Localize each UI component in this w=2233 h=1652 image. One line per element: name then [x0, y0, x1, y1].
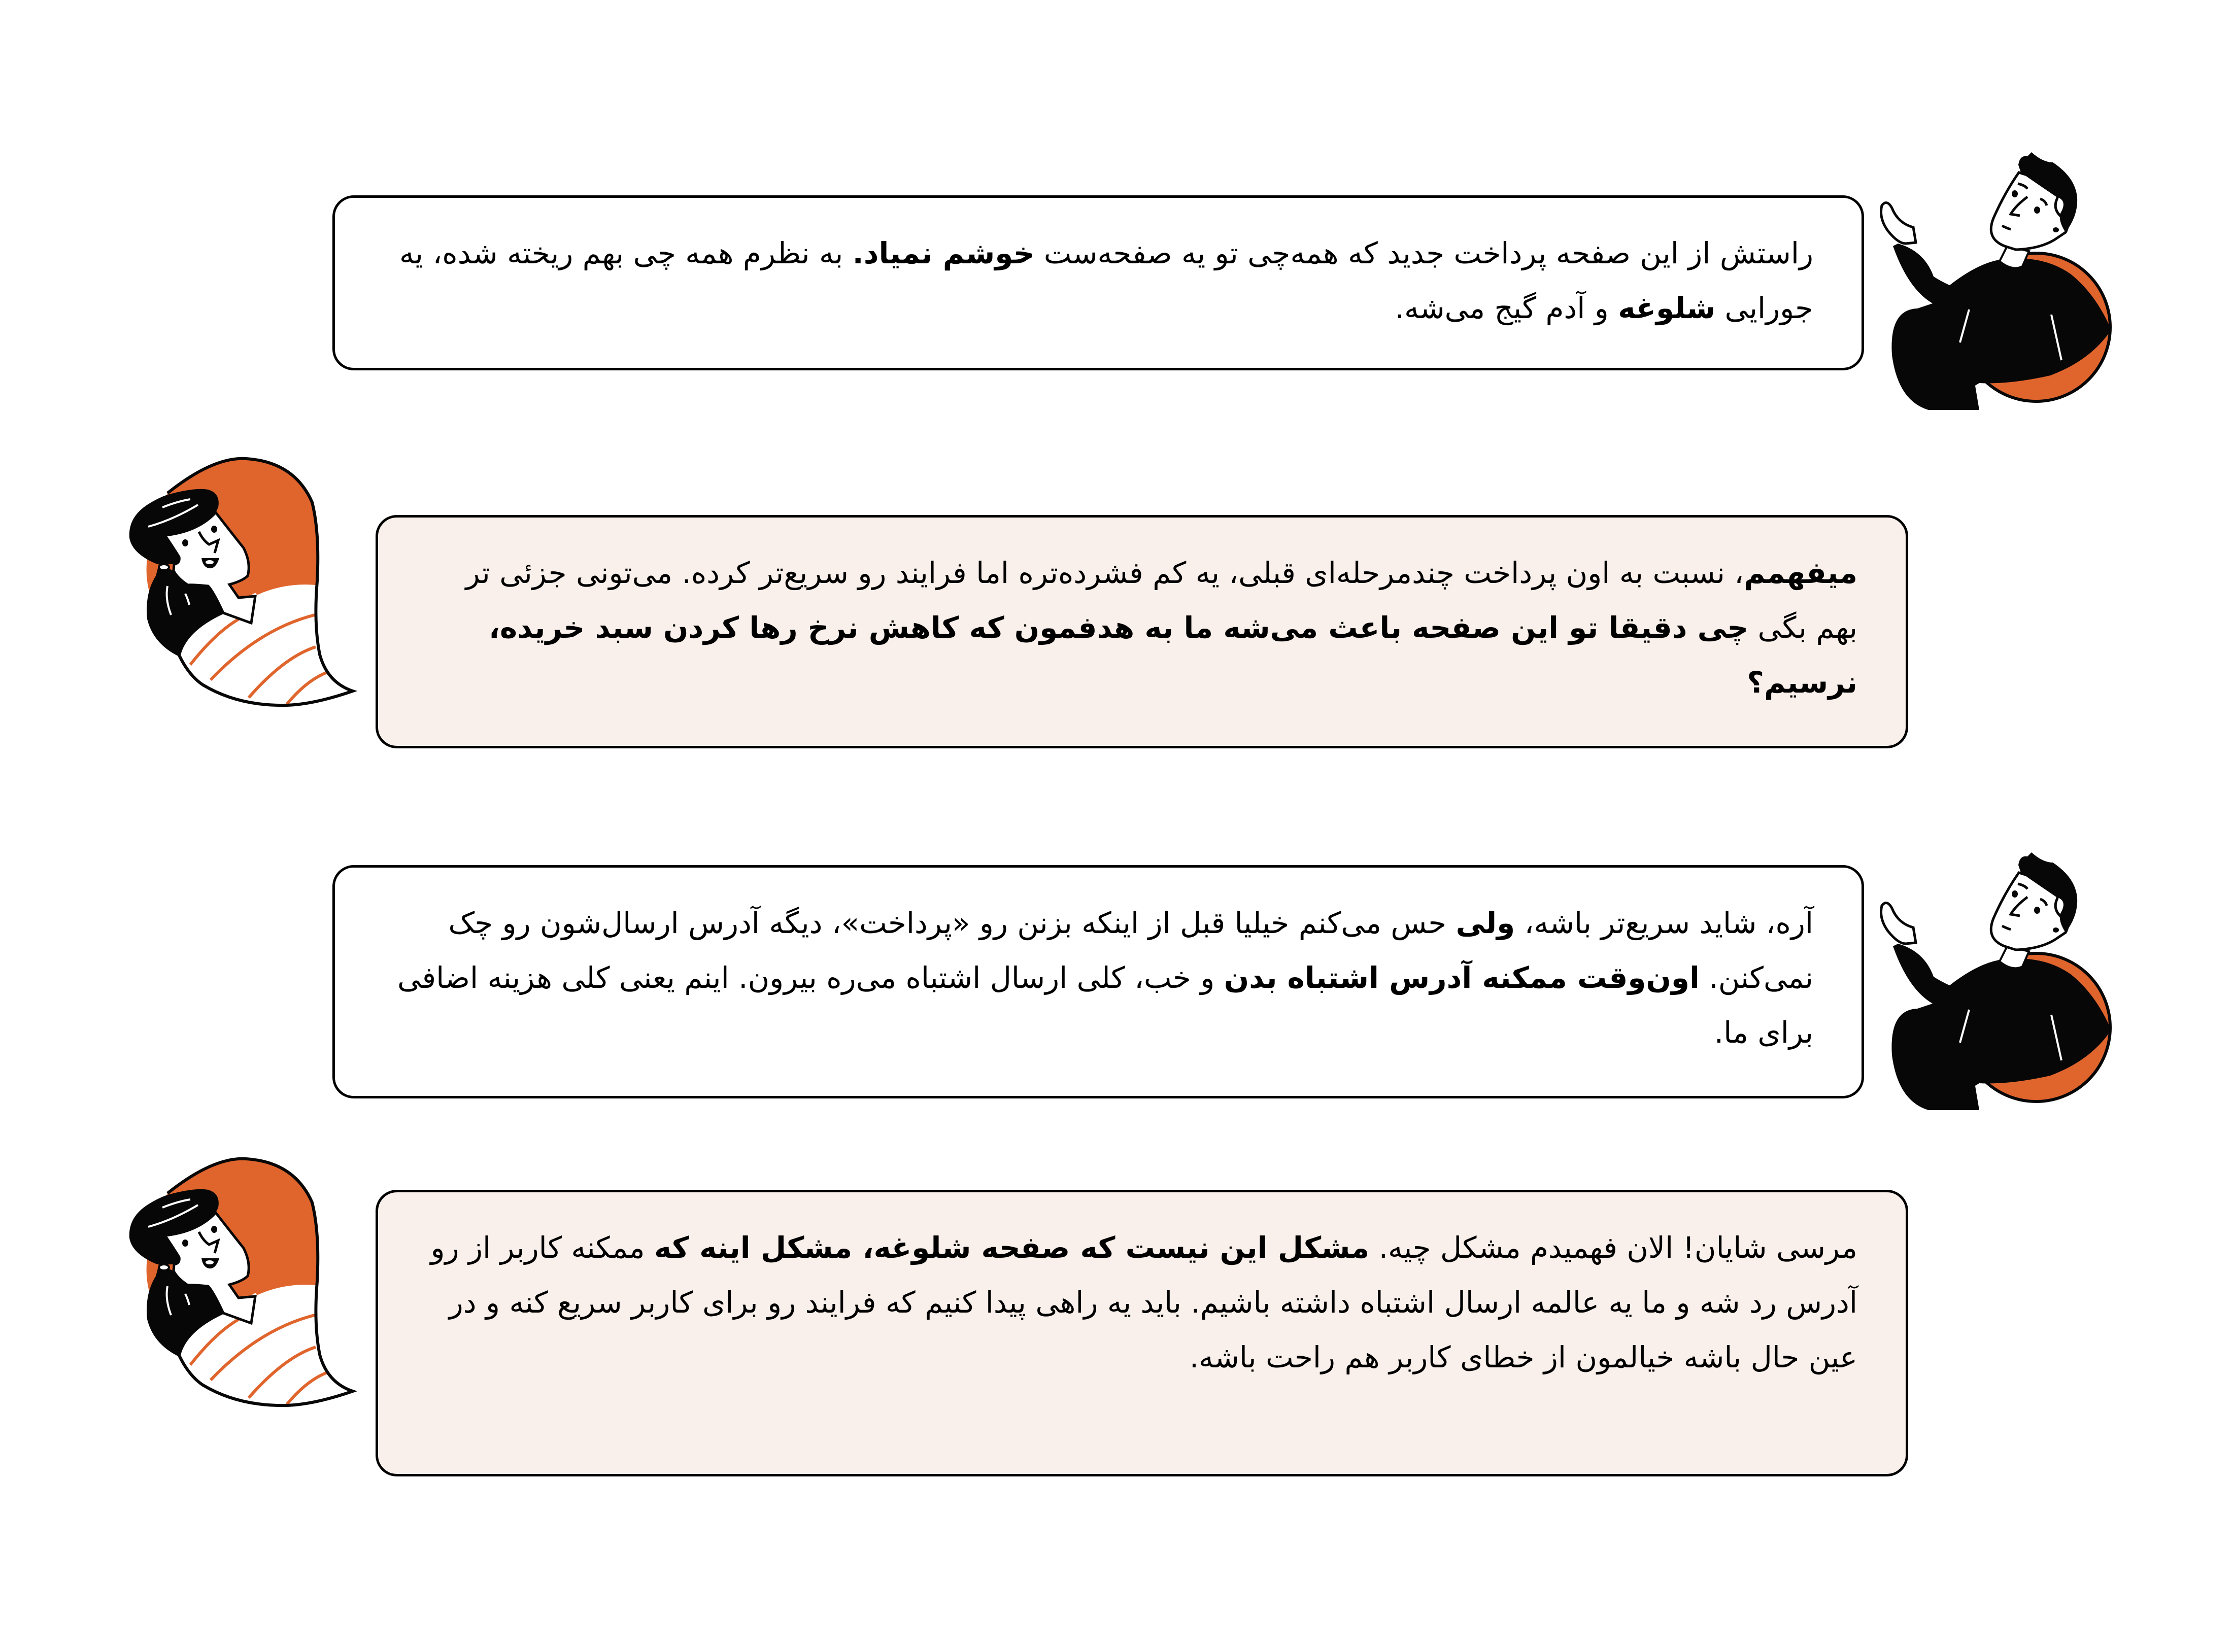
- message-emphasis: اون‌وقت ممکنه آدرس اشتباه بدن: [1224, 960, 1700, 995]
- woman-smiling-avatar-icon: [112, 457, 376, 802]
- woman-smiling-avatar-icon: [112, 1157, 376, 1502]
- message-text: ، نسبت به اون پرداخت چندمرحله‌ای قبلی، یه کم فشرده‌تره اما فرایند رو سریع‌تر کرده. می‌تونی جزئی تر بهم بگی: [465, 556, 1857, 645]
- message-emphasis: چی دقیقا تو این صفحه باعث می‌شه ما به هدفمون که کاهش نرخ رها کردن سبد خریده، نرسیم؟: [489, 610, 1857, 700]
- man-pointing-avatar-icon: [1878, 142, 2152, 426]
- message-emphasis: خوشم نمیاد.: [852, 236, 1035, 270]
- message-emphasis: شلوغه: [1618, 291, 1716, 325]
- message-text: راستش از این صفحه پرداخت جدید که همه‌چی تو یه صفحه‌ست: [1034, 236, 1813, 270]
- message-emphasis: میفهمم: [1744, 556, 1857, 590]
- message-bubble-4: [376, 1190, 1908, 1476]
- message-text: آره، شاید سریع‌تر باشه،: [1515, 906, 1813, 940]
- message-text: و خب، کلی ارسال اشتباه می‌ره بیرون. اینم یعنی کلی هزینه اضافی برای ما.: [397, 960, 1813, 1050]
- message-emphasis: مشکل این نیست که صفحه شلوغه، مشکل اینه که: [654, 1230, 1370, 1265]
- message-bubble-3: [332, 865, 1864, 1098]
- message-text: و آدم گیج می‌شه.: [1395, 291, 1618, 325]
- message-text: ممکنه کاربر از رو آدرس رد شه و ما یه عالمه ارسال اشتباه داشته باشیم. باید یه راهی پیدا کنیم که فرایند رو برای کاربر سریع کنه و در عین حال باشه خیالمون از خطای کاربر هم راحت باشه.: [430, 1230, 1857, 1374]
- message-bubble-1: [332, 195, 1864, 370]
- message-bubble-2: [376, 515, 1908, 748]
- message-text: مرسی شایان! الان فهمیدم مشکل چیه.: [1369, 1230, 1857, 1265]
- message-emphasis: ولی: [1456, 906, 1515, 940]
- message-text: حس می‌کنم خیلیا قبل از اینکه بزنن رو «پرداخت»، دیگه آدرس ارسال‌شون رو چک نمی‌کنن.: [448, 906, 1813, 995]
- man-pointing-avatar-icon: [1878, 842, 2152, 1126]
- message-text: به نظرم همه چی بهم ریخته شده، یه جورایی: [399, 236, 1813, 325]
